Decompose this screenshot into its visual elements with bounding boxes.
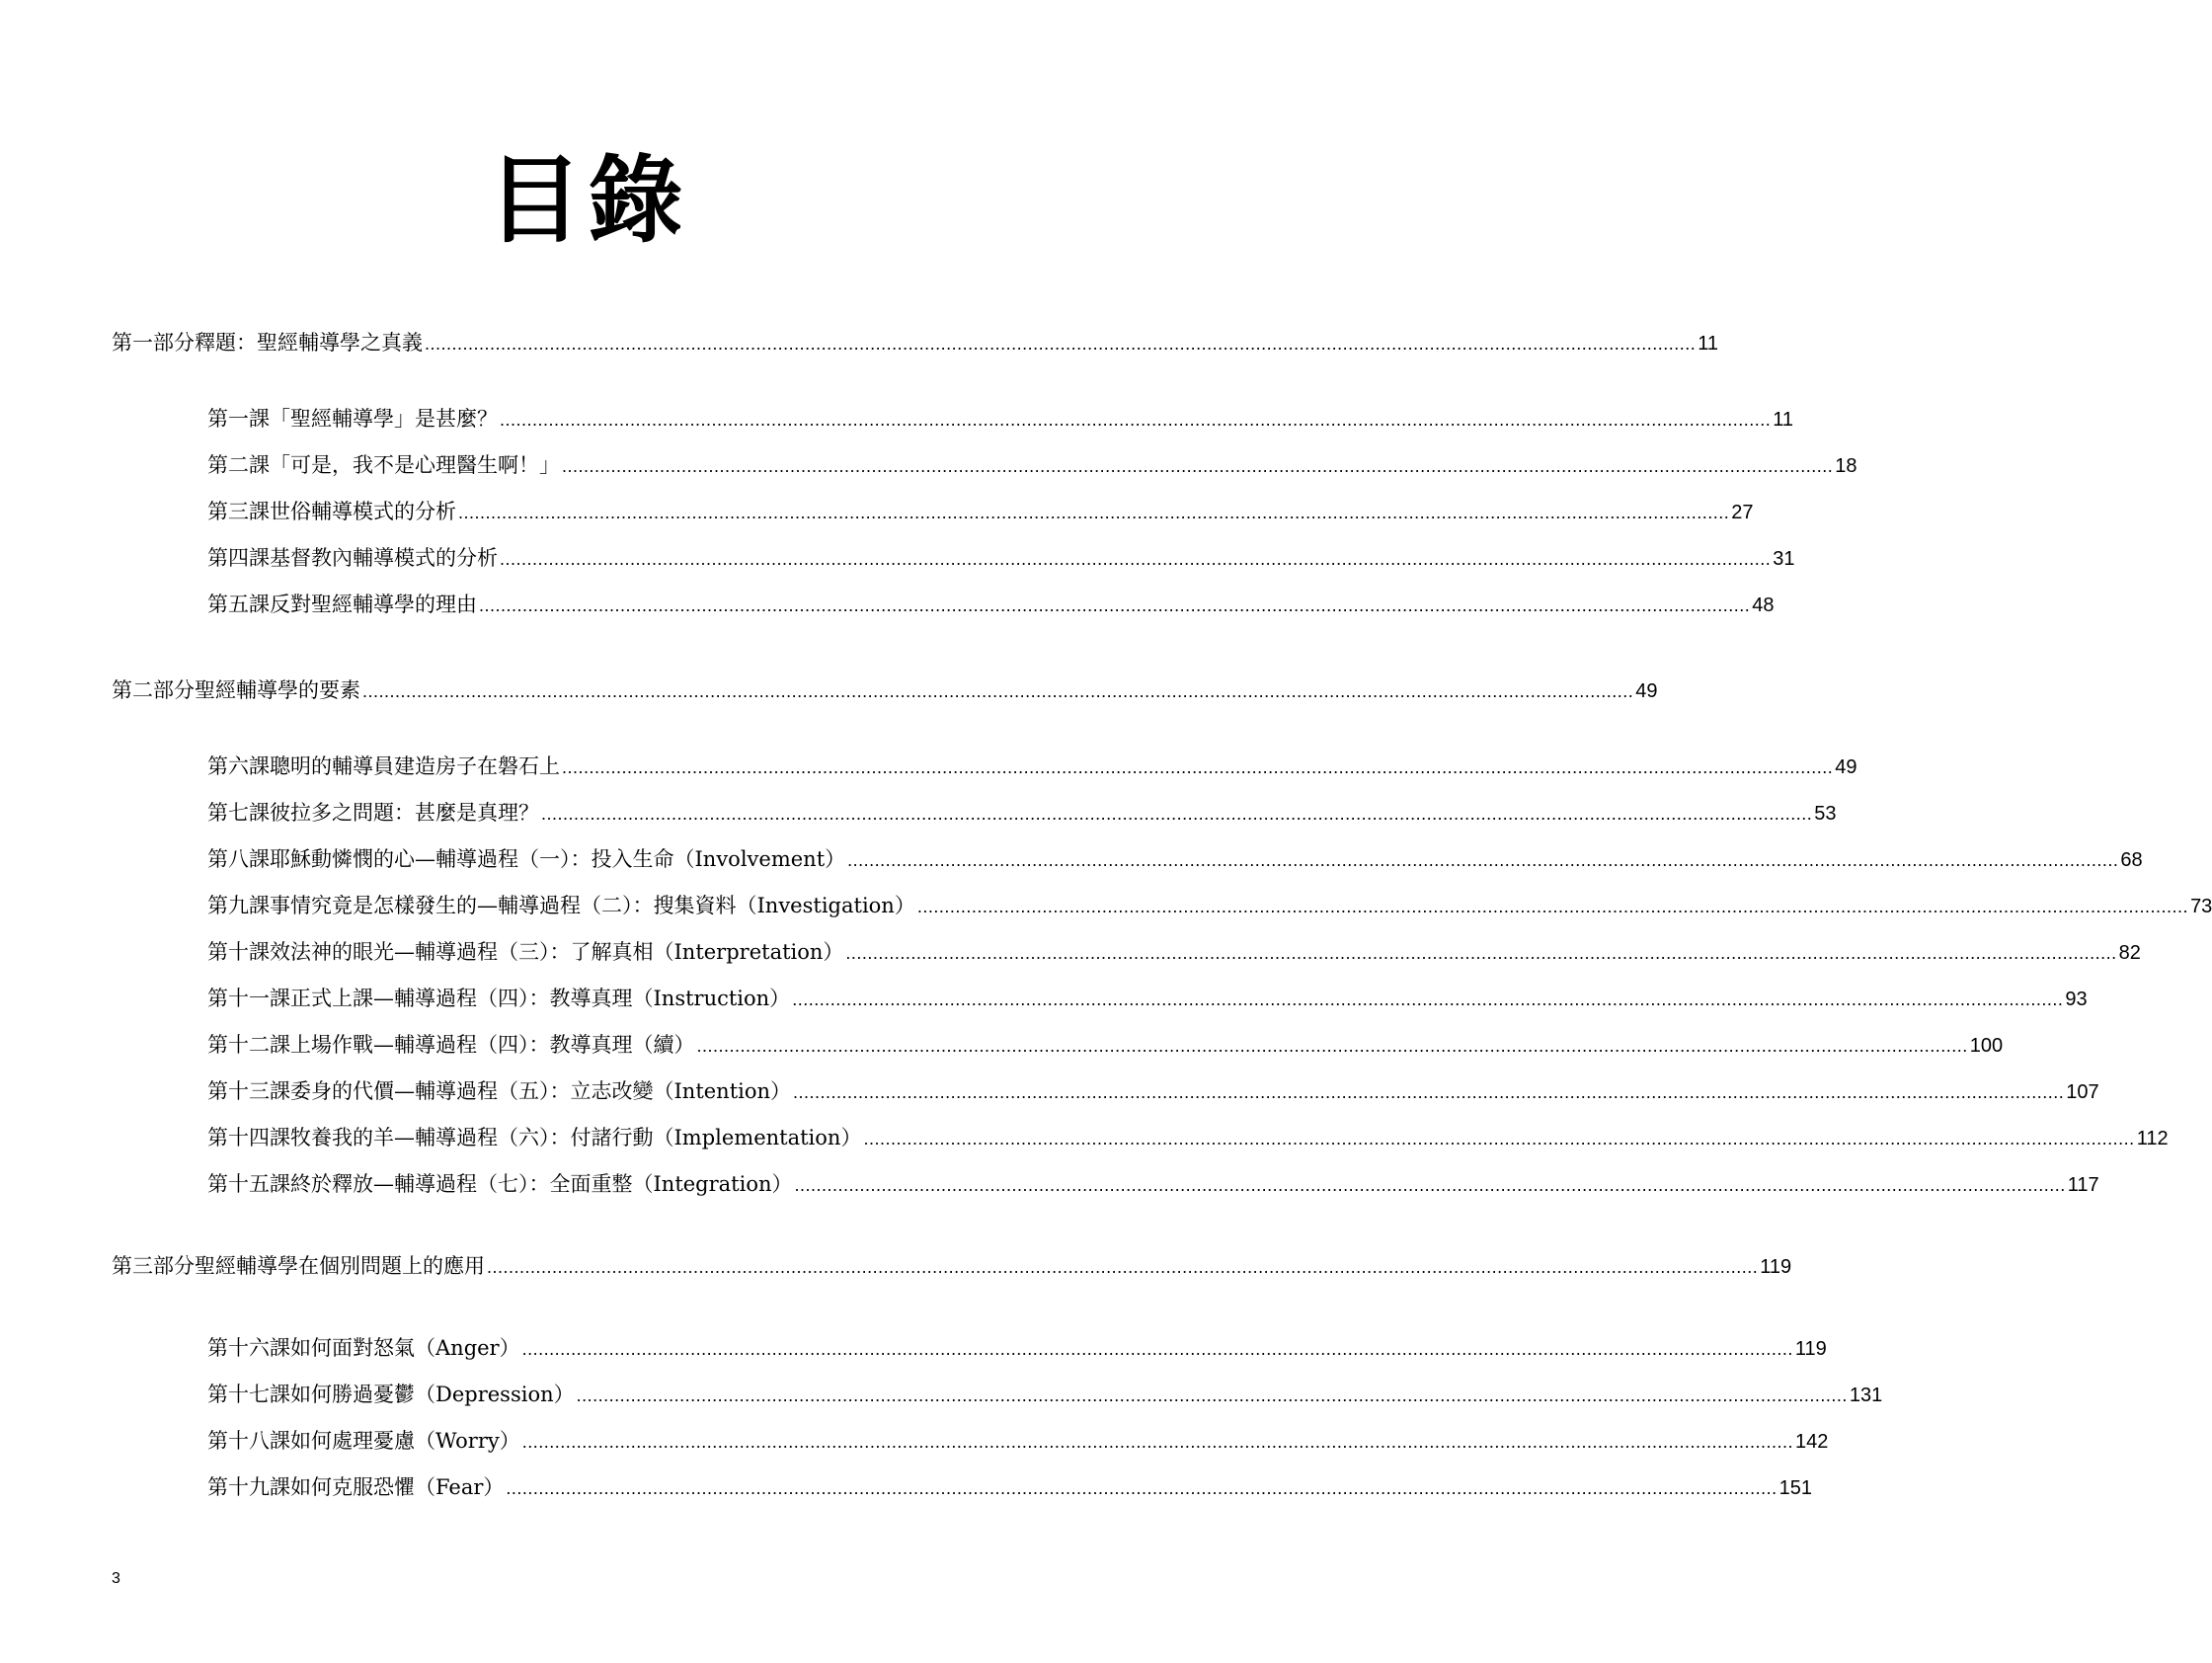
toc-lesson[interactable]	[207, 1030, 2004, 1060]
toc-part-2[interactable]	[112, 675, 1658, 705]
lesson-title: 委身的代價—輔導過程（五）：立志改變（Intention）	[290, 1079, 792, 1103]
toc-lesson[interactable]	[207, 984, 2088, 1013]
page-ref: 11	[1773, 409, 1793, 431]
page-ref: 49	[1835, 756, 1857, 778]
lesson-label: 第二課	[207, 453, 270, 477]
toc-lesson[interactable]	[207, 891, 2212, 920]
lesson-label: 第十八課	[207, 1429, 290, 1453]
dot-leader: ..........................................................................................................................................................................................................................................	[458, 503, 1730, 522]
lesson-title: 反對聖經輔導學的理由	[270, 593, 477, 616]
page-ref: 151	[1778, 1477, 1813, 1499]
lesson-label: 第十五課	[207, 1172, 290, 1196]
dot-leader: ..........................................................................................................................................................................................................................................	[562, 757, 1834, 777]
part-label: 第三部分	[112, 1254, 195, 1278]
dot-leader: ..........................................................................................................................................................................................................................................	[696, 1036, 1968, 1056]
dot-leader: ..........................................................................................................................................................................................................................................	[845, 943, 2117, 963]
page-ref: 27	[1731, 502, 1754, 523]
lesson-label: 第七課	[207, 801, 270, 825]
dot-leader: ..........................................................................................................................................................................................................................................	[576, 1386, 1848, 1405]
page-ref: 82	[2118, 942, 2141, 964]
dot-leader: ..........................................................................................................................................................................................................................................	[479, 595, 1751, 615]
toc-part-1[interactable]	[112, 328, 1718, 357]
dot-leader: ..........................................................................................................................................................................................................................................	[863, 1129, 2135, 1148]
page-ref: 48	[1752, 594, 1775, 616]
lesson-label: 第十六課	[207, 1336, 290, 1360]
lesson-title: 正式上課—輔導過程（四）：教導真理（Instruction）	[290, 987, 791, 1010]
toc-lesson[interactable]	[207, 1076, 2099, 1106]
lesson-title: 「聖經輔導學」是甚麼？	[270, 407, 498, 431]
lesson-title: 「可是，我不是心理醫生啊！」	[270, 453, 560, 477]
lesson-label: 第十三課	[207, 1079, 290, 1103]
page-ref: 53	[1814, 803, 1837, 825]
toc-lesson[interactable]	[207, 1333, 1827, 1363]
toc-lesson[interactable]	[207, 752, 1857, 781]
toc-lesson[interactable]	[207, 798, 1837, 828]
lesson-title: 如何克服恐懼（Fear）	[290, 1475, 505, 1499]
dot-leader: ..........................................................................................................................................................................................................................................	[793, 1082, 2065, 1102]
page-ref: 49	[1635, 680, 1658, 702]
dot-leader: ..........................................................................................................................................................................................................................................	[521, 1339, 1793, 1359]
dot-leader: ..........................................................................................................................................................................................................................................	[425, 334, 1697, 354]
lesson-title: 上場作戰—輔導過程（四）：教導真理（續）	[290, 1033, 695, 1057]
lesson-label: 第十二課	[207, 1033, 290, 1057]
lesson-label: 第六課	[207, 754, 270, 778]
dot-leader: ..........................................................................................................................................................................................................................................	[362, 681, 1634, 701]
page-ref: 68	[2120, 849, 2143, 871]
lesson-title: 如何處理憂慮（Worry）	[290, 1429, 520, 1453]
toc-lesson[interactable]	[207, 1472, 1813, 1502]
dot-leader: ..........................................................................................................................................................................................................................................	[916, 897, 2189, 916]
dot-leader: ..........................................................................................................................................................................................................................................	[541, 804, 1813, 824]
page-ref: 142	[1794, 1431, 1829, 1453]
lesson-label: 第八課	[207, 847, 270, 871]
dot-leader: ..........................................................................................................................................................................................................................................	[794, 1175, 2066, 1195]
lesson-title: 事情究竟是怎樣發生的—輔導過程（二）：搜集資料（Investigation）	[270, 894, 915, 917]
dot-leader: ..........................................................................................................................................................................................................................................	[500, 549, 1772, 569]
page-title: 目錄	[487, 145, 689, 256]
lesson-title: 如何勝過憂鬱（Depression）	[290, 1383, 575, 1406]
toc-lesson[interactable]	[207, 1380, 1883, 1409]
page-number: 3	[112, 1570, 120, 1587]
lesson-label: 第五課	[207, 593, 270, 616]
dot-leader: ..........................................................................................................................................................................................................................................	[506, 1478, 1778, 1498]
lesson-label: 第一課	[207, 407, 270, 431]
dot-leader: ..........................................................................................................................................................................................................................................	[521, 1432, 1793, 1452]
toc-lesson[interactable]	[207, 937, 2141, 967]
page-ref: 31	[1773, 548, 1795, 570]
page-ref: 11	[1698, 333, 1718, 355]
page-ref: 119	[1760, 1256, 1792, 1278]
part-label: 第二部分	[112, 678, 195, 702]
page-ref: 117	[2067, 1174, 2099, 1196]
page-ref: 73	[2190, 896, 2212, 917]
toc-lesson[interactable]	[207, 404, 1793, 434]
lesson-label: 第九課	[207, 894, 270, 917]
dot-leader: ..........................................................................................................................................................................................................................................	[487, 1257, 1759, 1277]
lesson-title: 如何面對怒氣（Anger）	[290, 1336, 520, 1360]
lesson-label: 第十一課	[207, 987, 290, 1010]
page-ref: 18	[1835, 455, 1857, 477]
toc-lesson[interactable]	[207, 497, 1754, 526]
page-ref: 112	[2136, 1128, 2169, 1149]
lesson-title: 世俗輔導模式的分析	[270, 500, 456, 523]
toc-lesson[interactable]	[207, 543, 1795, 573]
toc-lesson[interactable]	[207, 1123, 2169, 1152]
lesson-label: 第十九課	[207, 1475, 290, 1499]
part-title: 釋題：聖經輔導學之真義	[195, 331, 423, 355]
dot-leader: ..........................................................................................................................................................................................................................................	[500, 410, 1772, 430]
page-ref: 131	[1849, 1385, 1883, 1406]
page-ref: 100	[1969, 1035, 2004, 1057]
lesson-title: 效法神的眼光—輔導過程（三）：了解真相（Interpretation）	[270, 940, 844, 964]
lesson-label: 第十四課	[207, 1126, 290, 1149]
page-ref: 107	[2066, 1081, 2099, 1103]
part-label: 第一部分	[112, 331, 195, 355]
page-ref: 119	[1794, 1338, 1827, 1360]
lesson-title: 耶穌動憐憫的心—輔導過程（一）：投入生命（Involvement）	[270, 847, 846, 871]
lesson-title: 彼拉多之問題：甚麼是真理？	[270, 801, 539, 825]
part-title: 聖經輔導學在個別問題上的應用	[195, 1254, 485, 1278]
toc-part-3[interactable]	[112, 1251, 1792, 1281]
toc-lesson[interactable]	[207, 1426, 1829, 1456]
toc-lesson[interactable]	[207, 1169, 2099, 1199]
lesson-title: 基督教內輔導模式的分析	[270, 546, 498, 570]
toc-lesson[interactable]	[207, 590, 1775, 619]
dot-leader: ..........................................................................................................................................................................................................................................	[847, 850, 2119, 870]
dot-leader: ..........................................................................................................................................................................................................................................	[792, 990, 2064, 1009]
lesson-label: 第十七課	[207, 1383, 290, 1406]
lesson-title: 終於釋放—輔導過程（七）：全面重整（Integration）	[290, 1172, 793, 1196]
page-ref: 93	[2065, 989, 2088, 1010]
toc-lesson[interactable]	[207, 450, 1857, 480]
dot-leader: ..........................................................................................................................................................................................................................................	[562, 456, 1834, 476]
toc-lesson[interactable]	[207, 844, 2143, 874]
lesson-label: 第四課	[207, 546, 270, 570]
lesson-title: 牧養我的羊—輔導過程（六）：付諸行動（Implementation）	[290, 1126, 862, 1149]
lesson-label: 第三課	[207, 500, 270, 523]
part-title: 聖經輔導學的要素	[195, 678, 360, 702]
lesson-title: 聰明的輔導員建造房子在磐石上	[270, 754, 560, 778]
lesson-label: 第十課	[207, 940, 270, 964]
